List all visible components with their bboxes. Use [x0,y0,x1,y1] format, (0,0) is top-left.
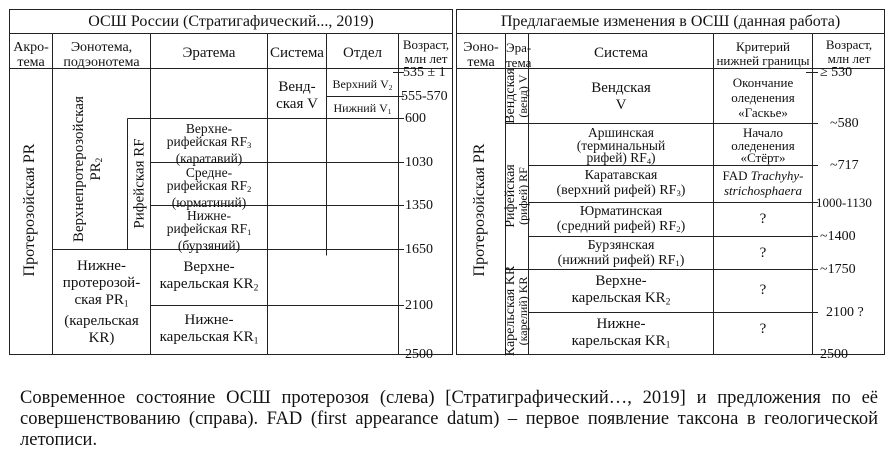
right-eonotema-proterozoic: Протерозойская PR [471,143,488,277]
system-vendian-right: Вендская V [591,80,651,113]
left-table-title: ОСШ России (Стратигафический..., 2019) [88,13,374,30]
era-upper-karelian-left: Верхне- карельская $KR_2$ [159,259,259,294]
figure-caption: Современное состояние ОСШ протерозоя (слева) [Стратиграфический…, 2019] и предложения по её совершенствованию (справа). FAD (first appearance datum) – первое появление таксона в геологической летописи. [20,388,878,450]
riphean-label: Рифейская RF [131,138,148,229]
criterion-trachyhystrichosphaera: FAD Trachyhy- strichosphaera [722,168,804,198]
criterion-unknown: ? [759,245,767,261]
header-sistema-right: Система [594,45,648,61]
header-otdel: Отдел [343,45,382,61]
era-karelian-right: Карельская KR (карелий) KR [503,265,530,357]
system-burzyan: Бурзянская (нижний рифей) $RF_1$) [557,238,685,269]
header-eonotema: Эонотема, подэонотема [63,40,140,70]
header-age-right: Возраст, млн лет [825,37,873,66]
age-right: ~717 [830,158,859,173]
header-eratema-right: Эра- тема [506,40,532,70]
era-upper-riphean: Верхне- рифейская $RF_3$ (каратавий) [166,121,252,167]
age-right: ≥ 530 [820,65,853,80]
era-vendian-right: Вендская (венд) V [503,68,530,124]
system-upper-karelian-right: Верхне- карельская $KR_2$ [571,273,671,308]
header-criterion: Критерий нижней границы [716,39,810,68]
age-left: 1030 [405,155,433,170]
system-arsha: Аршинская (терминальный рифей) $RF_4$) [576,125,666,167]
header-eonotema-right: Эоно- тема [463,40,499,70]
age-right: ~580 [830,116,859,131]
era-lower-riphean: Нижне- рифейская $RF_1$ (бурзяний) [166,208,252,254]
age-left: 1350 [405,198,433,213]
age-left: 2500 [405,347,433,362]
age-right: 2500 [820,347,848,362]
header-eratema: Эратема [182,45,236,61]
system-yurmata: Юрматинская (средний рифей) $RF_2$) [556,204,686,235]
age-right: ~1750 [820,262,856,277]
age-right: ~1400 [820,229,856,244]
era-lower-karelian-left: Нижне- карельская $KR_1$ [159,312,259,347]
age-left: 1650 [405,242,433,257]
right-table-title: Предлагаемые изменения в ОСШ (данная работа) [500,13,841,30]
left-akrotema-proterozoic: Протерозойская PR [21,143,38,277]
upper-proterozoic: Верхнепротерозойская $PR_2$ [70,96,106,243]
system-lower-karelian-right: Нижне- карельская $KR_1$ [571,316,671,351]
otdel-upper-vendian: Верхний $V_2$ [332,77,393,92]
era-middle-riphean: Средне- рифейская $RF_2$ (юрматиний) [166,165,252,211]
otdel-lower-vendian: Нижний $V_1$ [333,101,392,116]
header-age-left: Возраст, млн лет [402,37,450,66]
criterion-unknown: ? [759,321,767,337]
age-left: 555-570 [401,89,448,104]
header-sistema: Система [270,45,324,61]
lower-proterozoic: Нижне- протерозой- ская $PR_1$ (карельская KR) [62,258,141,347]
criterion-gaskiers: Окончание оледенения «Гаскье» [731,75,795,120]
system-karatau: Каратавская (верхний рифей) $RF_3$) [556,168,686,199]
age-right: 1000-1130 [816,195,872,210]
criterion-unknown: ? [759,211,767,227]
age-left: 2100 [405,298,433,313]
criterion-sturtian: Начало оледенения «Стёрт» [731,125,795,165]
age-left: 600 [405,111,426,126]
age-left: 535 ± 1 [403,65,446,80]
criterion-unknown: ? [759,282,767,298]
system-vendian: Венд- ская V [276,79,318,112]
age-right: 2100 ? [826,305,864,320]
header-akrotema: Акро- тема [13,40,49,70]
era-riphean-right: Рифейская (рифей) RF [503,164,530,228]
